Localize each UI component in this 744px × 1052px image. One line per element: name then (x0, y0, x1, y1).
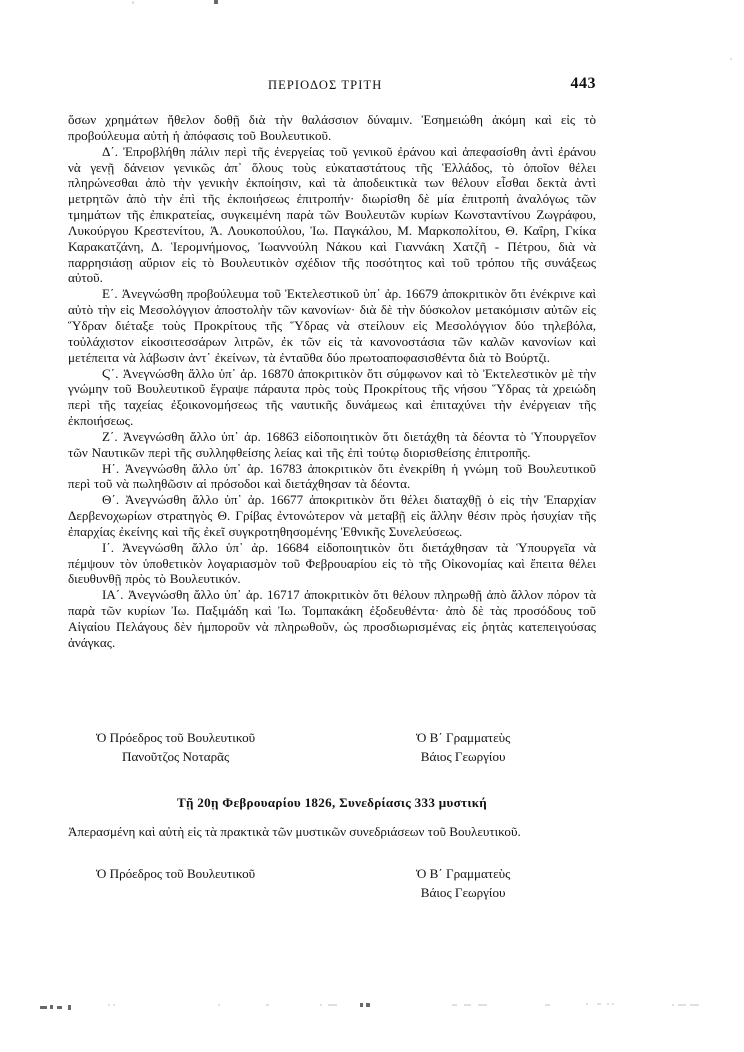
paragraph-epsilon: Ε΄. Ἀνεγνώσθη προβούλευμα τοῦ Ἐκτελεστικοῦ ὑπ᾿ ἀρ. 16679 ἀποκριτικὸν ὅτι ἐνέκρινε καὶ αὐτὸ τὴν εἰς Μεσολόγγιον ἀποστολὴν τῶν κανονίων· διὰ δὲ τὴν δύσκολον μετακόμισιν αὐτῶν εἰς Ὕδραν διέταξε τοὺς Προκρίτους τῆς Ὕδρας νὰ στείλουν εἰς Μεσολόγγιον δύο τηλεβόλα, τοὐλάχιστον εἰκοσιτεσσάρων λιτρῶν, ἐκ τῶν εἰς τὰ κανονοστάσια τῶν καλῶν κανονίων καὶ μετέπειτα νὰ λάβωσιν ἀντ᾿ ἐκείνων, τὰ ἐνταῦθα δύο πρωτοαποφασισθέντα διὰ τὸ Βούρτζι. (68, 286, 596, 365)
paragraph-delta: Δ΄. Ἐπροβλήθη πάλιν περὶ τῆς ἐνεργείας τοῦ γενικοῦ ἐράνου καὶ ἀπεφασίσθη ἀντὶ ἐράνου νὰ γενῇ δάνειον γενικῶς ἀπ᾿ ὅλους τοὺς εὐκαταστάτους τῆς Ἑλλάδος, τὸ ὁποῖον θέλει πληρώνεσθαι ἀπὸ τὴν γενικὴν ἐκποίησιν, καὶ τὰ ἀποδεικτικὰ των θέλουν εἶσθαι δεκτὰ ἀντὶ μετρητῶν ἀπὸ τὴν ἐπὶ τῆς ἐκποιήσεως ἐπιτροπήν· διωρίσθη δὲ μία ἐπιτροπὴ ἀναλόγως τῶν τμημάτων τῆς ἐπικρατείας, συγκειμένη παρὰ τῶν Βουλευτῶν κυρίων Κωνσταντίνου Ζωγράφου, Λυκούργου Κρεστενίτου, Ἀ. Λουκοπούλου, Ἰω. Παγκάλου, Μ. Μαρκοπολίτου, Θ. Καΐρη, Γκίκα Καρακατζάνη, Δ. Ἱερομνήμονος, Ἰωαννούλη Νάκου καὶ Γιαννάκη Χατζῆ - Πέτρου, διὰ νὰ παρρησιάσῃ αὔριον εἰς τὸ Βουλευτικὸν σχέδιον τῆς ποσότητος καὶ τοῦ τρόπου τῆς συνάξεως αὐτοῦ. (68, 143, 596, 286)
paragraph-theta: Θ΄. Ἀνεγνώσθη ἄλλο ὑπ᾿ ἀρ. 16677 ἀποκριτικὸν ὅτι θέλει διαταχθῇ ὁ εἰς τὴν Ἐπαρχίαν Δερβενοχωρίων στρατηγὸς Θ. Γρίβας ἐντονώτερον νὰ μεταβῇ εἰς ἄλλην θέσιν πρὸς ἡσυχίαν τῆς ἐπαρχίας ἐκείνης καὶ τῆς ἐκεῖ συγκροτηθησομένης Ἐθνικῆς Συνελεύσεως. (68, 492, 596, 539)
session-note: Ἀπερασμένη καὶ αὐτὴ εἰς τὰ πρακτικὰ τῶν μυστικῶν συνεδριάσεων τοῦ Βουλευτικοῦ. (68, 824, 521, 839)
signature-name-president: Πανοῦτζος Νοταρᾶς (121, 748, 230, 764)
signature-role-secretary: Ὁ Β΄ Γραμματεὺς (416, 730, 511, 745)
paragraph-continued: ὅσων χρημάτων ἤθελον δοθῇ διὰ τὴν θαλάσσιον δύναμιν. Ἐσημειώθη ἀκόμη καὶ εἰς τὸ προβούλευμα αὐτὴ ἡ ἀπόφασις τοῦ Βουλευτικοῦ. (68, 112, 596, 143)
signature-role-secretary: Ὁ Β΄ Γραμματεὺς (416, 866, 511, 881)
signature-name-secretary: Βάιος Γεωργίου (420, 748, 506, 764)
signature-role-president: Ὁ Πρόεδρος τοῦ Βουλευτικοῦ (96, 866, 256, 881)
paragraph-zeta: Ζ΄. Ἀνεγνώσθη ἄλλο ὑπ᾿ ἀρ. 16863 εἰδοποιητικὸν ὅτι διετάχθη τὰ δέοντα τὸ Ὑπουργεῖον τῶν Ναυτικῶν περὶ τῆς συλληφθείσης λείας καὶ τῆς ἐπὶ τούτῳ διορισθείσης ἐπιτροπῆς. (68, 428, 596, 460)
page-number: 443 (570, 75, 596, 92)
signature-role-president: Ὁ Πρόεδρος τοῦ Βουλευτικοῦ (96, 730, 256, 745)
signature-secretary-2 (416, 865, 510, 902)
body-text (68, 112, 596, 651)
running-head (68, 75, 596, 98)
paragraph-iota: Ι΄. Ἀνεγνώσθη ἄλλο ὑπ᾿ ἀρ. 16684 εἰδοποιητικὸν ὅτι διετάχθησαν τὰ Ὑπουργεῖα νὰ πέμψουν τὸν ὑποθετικὸν λογαριασμὸν τοῦ Φεβρουαρίου εἰς τὸ τῆς Οἰκονομίας καὶ ἔπειτα θέλει διευθυνθῇ πρὸς τὸ Βουλευτικόν. (68, 539, 596, 587)
paragraph-eta: Η΄. Ἀνεγνώσθη ἄλλο ὑπ᾿ ἀρ. 16783 ἀποκριτικὸν ὅτι ἐνεκρίθη ἡ γνώμη τοῦ Βουλευτικοῦ περὶ τοῦ νὰ πωληθῶσιν αἱ πρόσοδοι καὶ διετάχθησαν τὰ δέοντα. (68, 460, 596, 492)
signature-president-1 (96, 729, 255, 766)
signature-president-2 (96, 865, 255, 884)
session-heading: Τῇ 20ῃ Φεβρουαρίου 1826, Συνεδρίασις 333 μυστική (176, 795, 488, 810)
paragraph-stigma: Ϛ΄. Ἀνεγνώσθη ἄλλο ὑπ᾿ ἀρ. 16870 ἀποκριτικὸν ὅτι σύμφωνον καὶ τὸ Ἐκτελεστικὸν μὲ τὴν γνώμην τοῦ Βουλευτικοῦ ἔγραψε πάραυτα πρὸς τοὺς Προκρίτους τῆς νήσου Ὕδρας τὰ χρειώδη περὶ τῆς ταχείας ἐξοικονομήσεως τῆς ναυτικῆς δυνάμεως καὶ ἐπιταχύνει τὴν ἐνέργειαν τῆς ἐκποιήσεως. (68, 365, 596, 429)
signature-secretary-1 (416, 729, 510, 766)
running-head-title: ΠΕΡΙΟΔΟΣ ΤΡΙΤΗ (268, 78, 383, 92)
signature-name-secretary: Βάιος Γεωργίου (420, 884, 506, 900)
paragraph-iota-alpha: ΙΑ΄. Ἀνεγνώσθη ἄλλο ὑπ᾿ ἀρ. 16717 ἀποκριτικὸν ὅτι θέλουν πληρωθῇ ἀπὸ ἄλλον πόρον τὰ παρὰ τῶν κυρίων Ἰω. Παξιμάδη καὶ Ἰω. Τομπακάκη ἐξοδευθέντα· ἀπὸ δὲ τὰς προσόδους τοῦ Αἰγαίου Πελάγους δὲν ἠμποροῦν νὰ πληρωθοῦν, ὡς προσδιωρισμένας εἰς ῥητὰς κατεπειγούσας ἀνάγκας. (68, 587, 596, 650)
